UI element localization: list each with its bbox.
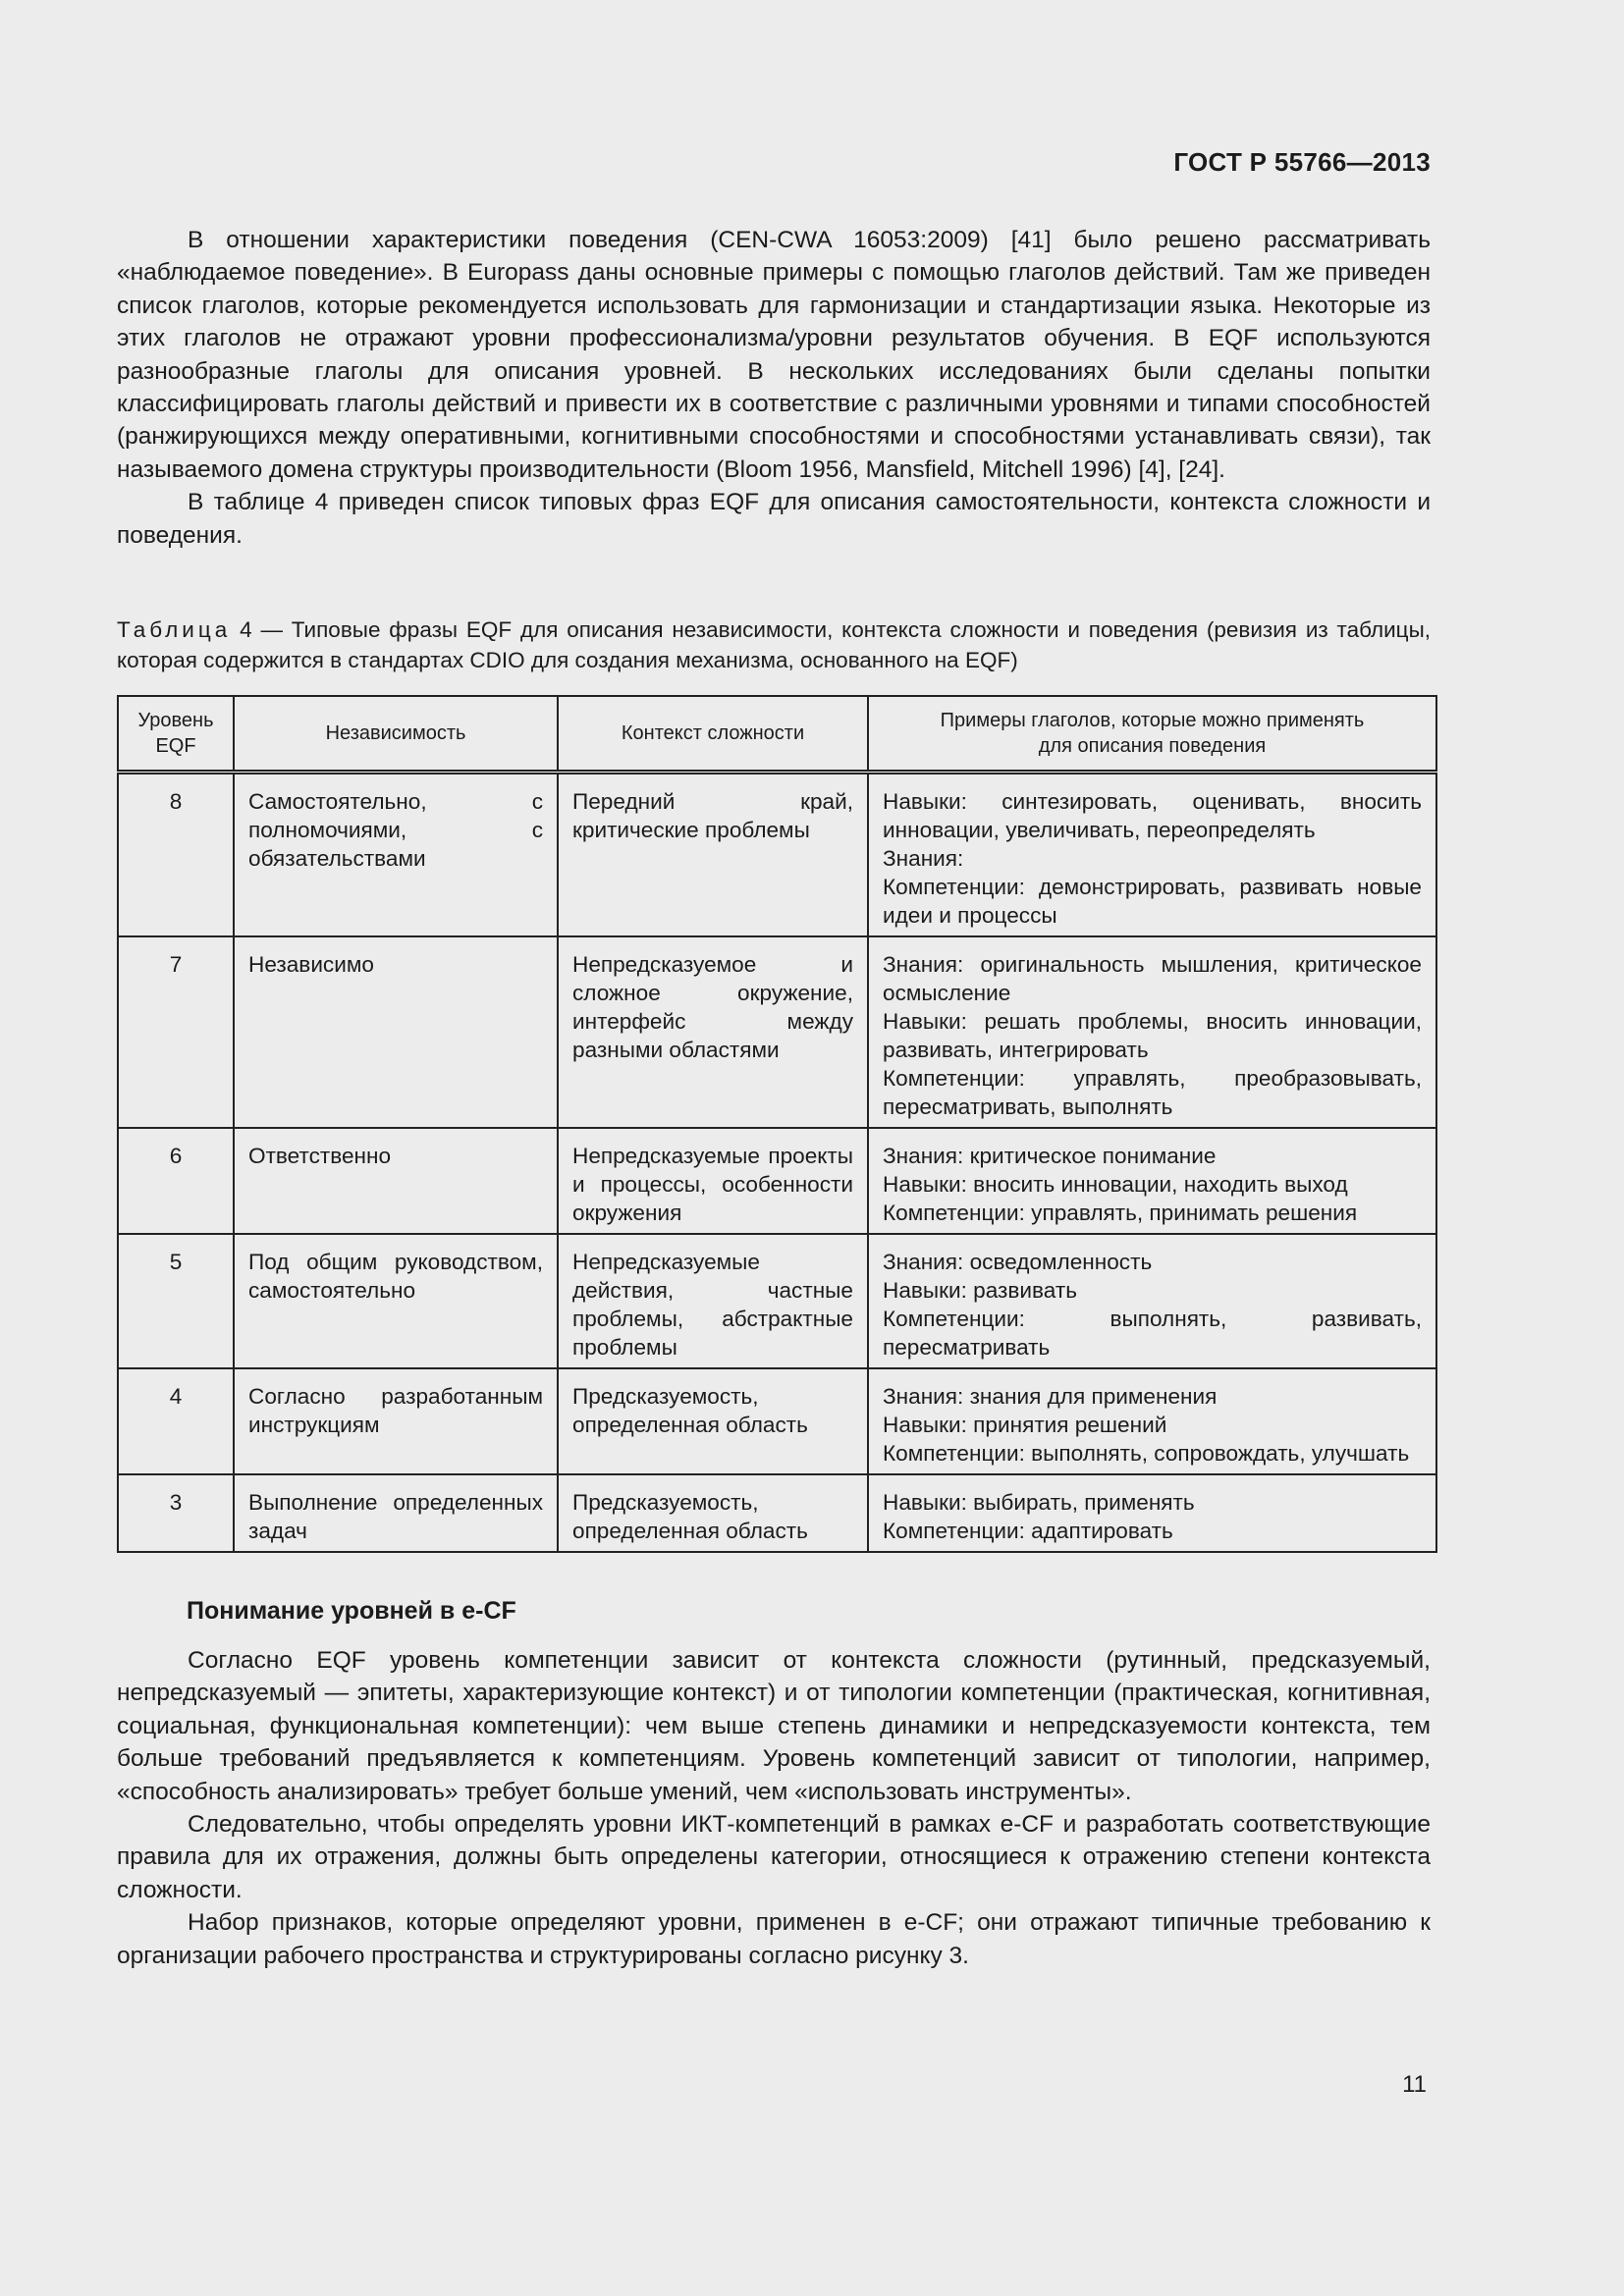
table-header-row	[118, 696, 1436, 773]
header-level: Уровень EQF	[118, 696, 234, 773]
intro-paragraph: В отношении характеристики поведения (CEN-CWA 16053:2009) [41] было решено рассматривать «наблюдаемое поведение». В Europass даны основные примеры с помощью глаголов действий. Там же приведен список глаголов, которые рекомендуется использовать для гармонизации и стандартизации языка. Некоторые из этих глаголов не отражают уровни профессионализма/уровни результатов обучения. В EQF используются разнообразные глаголы для описания уровней. В нескольких исследованиях были сделаны попытки классифицировать глаголы действий и привести их в соответствие с различными уровнями и типами способностей (ранжирующихся между оперативными, когнитивными способностями и способностями устанавливать связи), так называемого домена структуры производительности (Bloom 1956, Mansfield, Mitchell 1996) [4], [24].	[117, 227, 1431, 483]
cell-independence: Ответственно	[234, 1128, 558, 1234]
cell-independence: Под общим руководством, самостоятельно	[234, 1234, 558, 1368]
cell-level: 4	[118, 1368, 234, 1474]
cell-context: Передний край, критические проблемы	[558, 773, 868, 937]
eqf-phrases-table	[117, 695, 1437, 1553]
cell-verbs: Знания: знания для применения Навыки: принятия решений Компетенции: выполнять, сопровождать, улучшать	[868, 1368, 1436, 1474]
cell-verbs: Навыки: выбирать, применять Компетенции: адаптировать	[868, 1474, 1436, 1552]
cell-level: 5	[118, 1234, 234, 1368]
cell-independence: Выполнение определенных задач	[234, 1474, 558, 1552]
header-independence: Независимость	[234, 696, 558, 773]
table-row	[118, 1368, 1436, 1474]
section-text	[117, 1644, 1431, 1972]
header-verbs: Примеры глаголов, которые можно применять для описания поведения	[868, 696, 1436, 773]
page-number: 11	[1402, 2071, 1427, 2098]
section-paragraph: Набор признаков, которые определяют уровни, применен в e-CF; они отражают типичные требованию к организации рабочего пространства и структурированы согласно рисунку 3.	[117, 1909, 1431, 1969]
section-paragraph: Согласно EQF уровень компетенции зависит от контекста сложности (рутинный, предсказуемый, непредсказуемый — эпитеты, характеризующие контекст) и от типологии компетенции (практическая, когнитивная, социальная, функциональная компетенции): чем выше степень динамики и непредсказуемости контекста, тем больше требований предъявляется к компетенциям. Уровень компетенций зависит от типологии, например, «способность анализировать» требует больше умений, чем «использовать инструменты».	[117, 1647, 1431, 1805]
cell-context: Предсказуемость, определенная область	[558, 1474, 868, 1552]
cell-independence: Согласно разработанным инструкциям	[234, 1368, 558, 1474]
table-row	[118, 773, 1436, 937]
section-heading: Понимание уровней в e-CF	[187, 1597, 516, 1625]
table-caption-text: 4 — Типовые фразы EQF для описания независимости, контекста сложности и поведения (ревизия из таблицы, которая содержится в стандартах CDIO для создания механизма, основанного на EQF)	[117, 617, 1431, 672]
cell-context: Непредсказуемое и сложное окружение, интерфейс между разными областями	[558, 936, 868, 1128]
cell-independence: Самостоятельно, с полномочиями, с обязательствами	[234, 773, 558, 937]
table-caption-label: Таблица	[117, 617, 232, 642]
cell-context: Непредсказуемые действия, частные проблемы, абстрактные проблемы	[558, 1234, 868, 1368]
cell-independence: Независимо	[234, 936, 558, 1128]
header-context: Контекст сложности	[558, 696, 868, 773]
table-row	[118, 936, 1436, 1128]
cell-verbs: Знания: осведомленность Навыки: развивать Компетенции: выполнять, развивать, пересматривать	[868, 1234, 1436, 1368]
cell-level: 7	[118, 936, 234, 1128]
intro-text	[117, 224, 1431, 552]
cell-verbs: Знания: критическое понимание Навыки: вносить инновации, находить выход Компетенции: управлять, принимать решения	[868, 1128, 1436, 1234]
table-row	[118, 1234, 1436, 1368]
table-row	[118, 1474, 1436, 1552]
cell-level: 6	[118, 1128, 234, 1234]
cell-context: Непредсказуемые проекты и процессы, особенности окружения	[558, 1128, 868, 1234]
cell-verbs: Знания: оригинальность мышления, критическое осмысление Навыки: решать проблемы, вносить инновации, развивать, интегрировать Компетенции: управлять, преобразовывать, пересматривать, выполнять	[868, 936, 1436, 1128]
cell-context: Предсказуемость, определенная область	[558, 1368, 868, 1474]
cell-level: 8	[118, 773, 234, 937]
standard-code: ГОСТ Р 55766—2013	[1173, 147, 1431, 177]
table-caption	[117, 615, 1431, 675]
cell-level: 3	[118, 1474, 234, 1552]
table-row	[118, 1128, 1436, 1234]
intro-paragraph: В таблице 4 приведен список типовых фраз EQF для описания самостоятельности, контекста сложности и поведения.	[117, 489, 1431, 549]
section-paragraph: Следовательно, чтобы определять уровни ИКТ-компетенций в рамках e-CF и разработать соответствующие правила для их отражения, должны быть определены категории, относящиеся к отражению степени контекста сложности.	[117, 1811, 1431, 1903]
cell-verbs: Навыки: синтезировать, оценивать, вносить инновации, увеличивать, переопределять Знания: Компетенции: демонстрировать, развивать новые идеи и процессы	[868, 773, 1436, 937]
